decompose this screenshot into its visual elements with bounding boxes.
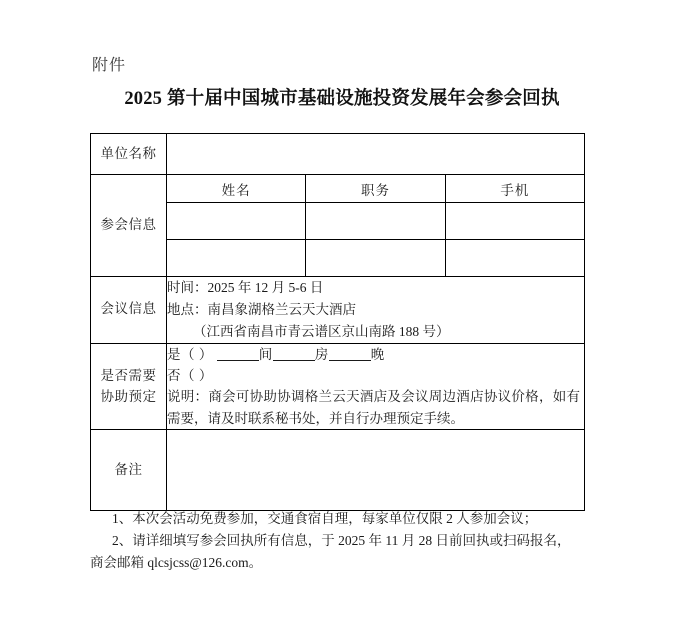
row-label-unit-name: 单位名称	[91, 134, 167, 175]
booking-yes-row[interactable]	[167, 344, 584, 365]
attachment-label: 附件	[92, 57, 127, 74]
field-participant-2-phone[interactable]	[445, 240, 584, 277]
row-label-booking-line2: 协助预定	[100, 388, 157, 404]
field-unit-name[interactable]	[167, 134, 585, 175]
table-row-unit-name	[91, 134, 585, 175]
column-header-title: 职务	[306, 175, 445, 203]
row-label-remark: 备注	[91, 430, 167, 511]
booking-yes-checkbox[interactable]: 是（ ）	[167, 346, 213, 362]
table-row-meeting-info	[91, 277, 585, 344]
registration-form-table	[90, 133, 585, 511]
booking-no-checkbox[interactable]: 否（ ）	[167, 367, 213, 383]
booking-content	[167, 343, 585, 430]
meeting-address-line: （江西省南昌市青云谱区京山南路 188 号）	[193, 323, 450, 339]
field-participant-1-title[interactable]	[306, 203, 445, 240]
page-title: 2025 第十届中国城市基础设施投资发展年会参会回执	[124, 89, 560, 109]
booking-house-count-blank[interactable]	[273, 360, 315, 361]
meeting-time-line: 时间：2025 年 12 月 5-6 日	[167, 280, 324, 295]
field-participant-2-name[interactable]	[167, 240, 306, 277]
column-header-name: 姓名	[167, 175, 306, 203]
meeting-venue-line: 地点：南昌象湖格兰云天大酒店	[167, 301, 356, 317]
table-row-booking	[91, 343, 585, 430]
field-participant-1-name[interactable]	[167, 203, 306, 240]
footer-note-1: 1、本次会活动免费参加，交通食宿自理，每家单位仅限 2 人参加会议；	[112, 511, 538, 526]
field-participant-2-title[interactable]	[306, 240, 445, 277]
row-label-meeting-info: 会议信息	[91, 277, 167, 344]
meeting-info-content	[167, 277, 585, 344]
footer-note-2-line-2: 商会邮箱 qlcsjcss@126.com。	[90, 554, 263, 570]
booking-note: 说明：商会可协助协调格兰云天酒店及会议周边酒店协议价格，如有需要，请及时联系秘书处，并自行办理预定手续。	[167, 389, 580, 426]
table-row-participant-headers	[91, 175, 585, 203]
table-row-remark	[91, 430, 585, 511]
booking-night-count-blank[interactable]	[329, 360, 371, 361]
booking-room-count-blank[interactable]	[217, 360, 259, 361]
booking-night-unit: 晚	[370, 346, 385, 362]
booking-room-unit: 间	[258, 346, 273, 362]
row-label-participant-info: 参会信息	[91, 175, 167, 277]
footer-note-2-line-1: 2、请详细填写参会回执所有信息，于 2025 年 11 月 28 日前回执或扫码报名，	[112, 532, 571, 548]
footer-notes	[90, 508, 590, 574]
booking-house-unit: 房	[314, 346, 329, 362]
row-label-booking	[91, 343, 167, 430]
field-remark[interactable]	[167, 430, 585, 511]
field-participant-1-phone[interactable]	[445, 203, 584, 240]
row-label-booking-line1: 是否需要	[100, 367, 157, 383]
column-header-phone: 手机	[445, 175, 584, 203]
